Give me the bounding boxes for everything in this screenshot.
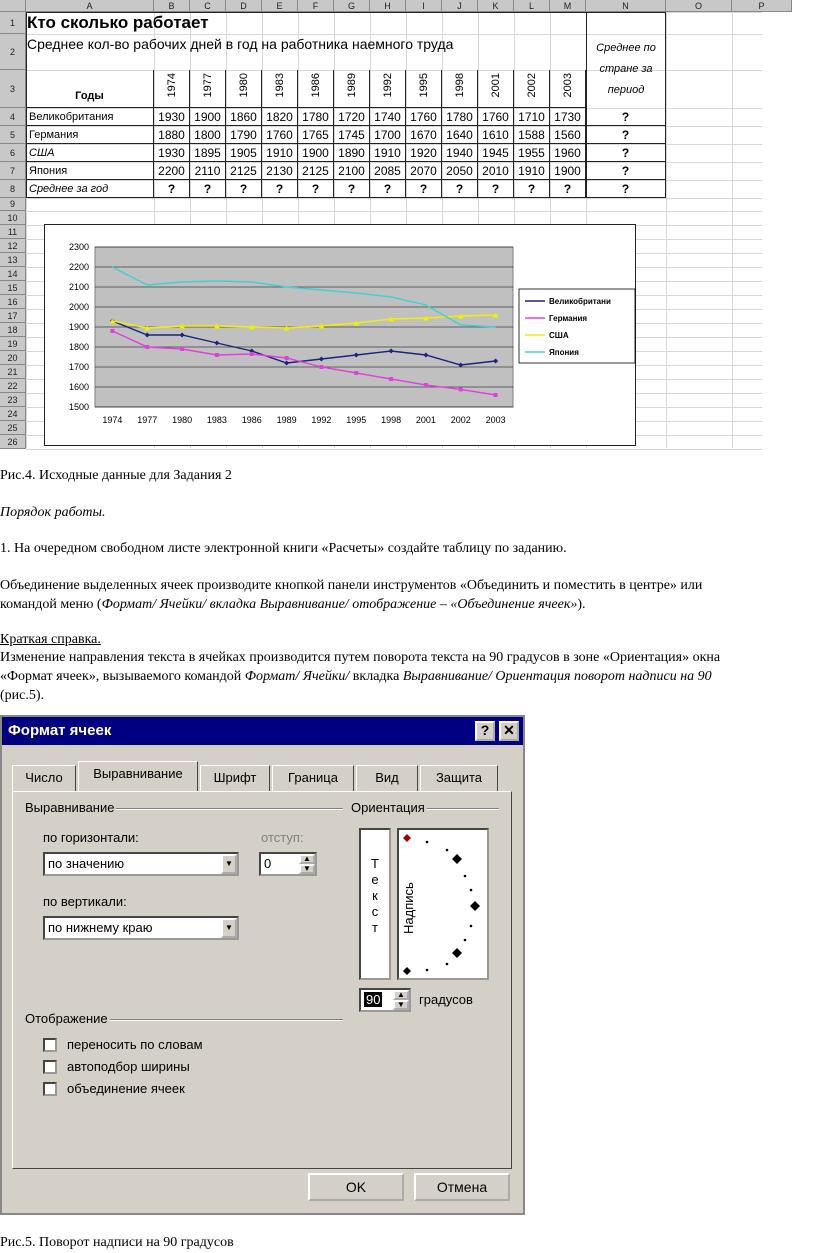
- column-header[interactable]: F: [298, 0, 334, 12]
- x-tick-label: 1986: [241, 415, 262, 425]
- value-cell: 1945: [478, 144, 514, 162]
- value-cell: 2085: [370, 162, 406, 180]
- vertical-text-orientation[interactable]: [359, 828, 391, 980]
- value-cell: 1880: [154, 126, 190, 144]
- row-header[interactable]: 13: [0, 253, 26, 267]
- value-cell: 1670: [406, 126, 442, 144]
- vertical-text-letter: с: [371, 904, 379, 919]
- value-cell: 1760: [262, 126, 298, 144]
- x-tick-label: 2002: [450, 415, 471, 425]
- row-header[interactable]: 26: [0, 435, 26, 449]
- avg-row-value: ?: [406, 180, 442, 198]
- horizontal-label: по горизонтали:: [43, 830, 139, 845]
- column-header[interactable]: J: [442, 0, 478, 12]
- reference-line-1: Изменение направления текста в ячейках производится путем поворота текста на 90 градусов в зоне «Ориентация» окна: [0, 650, 721, 665]
- data-point: [215, 353, 219, 357]
- row-header[interactable]: 15: [0, 281, 26, 295]
- country-name: Великобритания: [26, 108, 154, 126]
- avg-row-label: Среднее за год: [26, 180, 154, 198]
- value-cell: 1790: [226, 126, 262, 144]
- orientation-dial[interactable]: [397, 828, 489, 980]
- wrap-label: переносить по словам: [67, 1037, 203, 1052]
- avg-row-value: ?: [262, 180, 298, 198]
- x-tick-label: 1995: [346, 415, 367, 425]
- country-average: ?: [586, 126, 666, 144]
- reference-line-3: (рис.5).: [0, 688, 45, 703]
- column-header[interactable]: P: [732, 0, 792, 12]
- legend-label: США: [549, 331, 569, 340]
- legend-label: Япония: [549, 348, 579, 357]
- value-cell: 1930: [154, 144, 190, 162]
- legend-label: Германия: [549, 314, 588, 323]
- degrees-value: 90: [366, 992, 381, 1007]
- y-tick-label: 2000: [68, 302, 89, 312]
- column-header[interactable]: K: [478, 0, 514, 12]
- orientation-dial-svg: [399, 830, 487, 978]
- row-header[interactable]: 14: [0, 267, 26, 281]
- row-header[interactable]: 20: [0, 351, 26, 365]
- avg-row-value: ?: [154, 180, 190, 198]
- avg-row-value: ?: [190, 180, 226, 198]
- years-header: Годы: [26, 70, 154, 108]
- row-header[interactable]: 23: [0, 393, 26, 407]
- x-tick-label: 1980: [172, 415, 193, 425]
- year-header-cell: [190, 70, 226, 108]
- value-cell: 1760: [406, 108, 442, 126]
- country-average: ?: [586, 144, 666, 162]
- horizontal-value: по значению: [48, 856, 125, 871]
- avg-row-value: ?: [478, 180, 514, 198]
- legend-label: Великобритани: [549, 297, 611, 306]
- spin-up-icon[interactable]: ▲: [299, 854, 315, 864]
- value-cell: 1640: [442, 126, 478, 144]
- gridline-vertical: [732, 12, 733, 448]
- value-cell: 1910: [262, 144, 298, 162]
- y-tick-label: 1500: [68, 402, 89, 412]
- value-cell: 1765: [298, 126, 334, 144]
- x-tick-label: 1974: [102, 415, 123, 425]
- y-tick-label: 1700: [68, 362, 89, 372]
- row-header[interactable]: 17: [0, 309, 26, 323]
- year-header-cell: [334, 70, 370, 108]
- country-name: США: [26, 144, 154, 162]
- vertical-select[interactable]: [43, 916, 239, 940]
- value-cell: 2130: [262, 162, 298, 180]
- figure-5-caption: Рис.5. Поворот надписи на 90 градусов: [0, 1235, 234, 1250]
- gridline-vertical: [666, 12, 667, 448]
- tab-5[interactable]: Вид: [356, 765, 418, 791]
- year-label: 1980: [237, 73, 250, 98]
- y-tick-label: 2100: [68, 282, 89, 292]
- country-name: Япония: [26, 162, 154, 180]
- row-header[interactable]: 8: [0, 180, 26, 198]
- row-header[interactable]: 11: [0, 225, 26, 239]
- row-header[interactable]: 16: [0, 295, 26, 309]
- horizontal-select[interactable]: [43, 852, 239, 876]
- vertical-value: по нижнему краю: [48, 920, 153, 935]
- dialog-title-bar: [2, 717, 523, 745]
- row-header[interactable]: 7: [0, 162, 26, 180]
- row-header[interactable]: 12: [0, 239, 26, 253]
- avg-row-value: ?: [334, 180, 370, 198]
- column-header[interactable]: C: [190, 0, 226, 12]
- value-cell: 2010: [478, 162, 514, 180]
- y-tick-label: 1600: [68, 382, 89, 392]
- row-header[interactable]: 9: [0, 198, 26, 211]
- column-header[interactable]: M: [550, 0, 586, 12]
- data-point: [389, 377, 393, 381]
- year-header-cell: [406, 70, 442, 108]
- value-cell: 2050: [442, 162, 478, 180]
- spin-down-icon[interactable]: ▼: [393, 1000, 409, 1010]
- merge-text-a: командой меню (: [0, 597, 102, 612]
- avg-row-value: ?: [550, 180, 586, 198]
- y-tick-label: 1800: [68, 342, 89, 352]
- y-tick-label: 1900: [68, 322, 89, 332]
- year-label: 1974: [165, 73, 178, 98]
- value-cell: 1910: [514, 162, 550, 180]
- column-header[interactable]: I: [406, 0, 442, 12]
- tab-3[interactable]: Шрифт: [200, 765, 270, 791]
- tab-6[interactable]: Защита: [420, 765, 498, 791]
- data-point: [459, 387, 463, 391]
- avg-row-value: ?: [514, 180, 550, 198]
- year-label: 2001: [489, 73, 502, 98]
- value-cell: 1800: [190, 126, 226, 144]
- close-button[interactable]: ✕: [499, 721, 519, 741]
- value-cell: 1760: [478, 108, 514, 126]
- value-cell: 1780: [298, 108, 334, 126]
- year-header-cell: [478, 70, 514, 108]
- help-button[interactable]: ?: [475, 721, 495, 741]
- gridline-horizontal: [26, 449, 762, 450]
- value-cell: 1895: [190, 144, 226, 162]
- year-header-cell: [226, 70, 262, 108]
- select-all-corner[interactable]: [0, 0, 26, 12]
- row-header[interactable]: 19: [0, 337, 26, 351]
- value-cell: 1745: [334, 126, 370, 144]
- gridline-horizontal: [26, 198, 762, 199]
- value-cell: 1740: [370, 108, 406, 126]
- column-header[interactable]: L: [514, 0, 550, 12]
- indent-value: 0: [264, 856, 272, 871]
- row-header[interactable]: 6: [0, 144, 26, 162]
- avg-header: Среднее по стране за период: [596, 42, 656, 96]
- indent-stepper[interactable]: [259, 852, 317, 876]
- ref-text-a: «Формат ячеек», вызываемого командой: [0, 669, 245, 684]
- tab-4[interactable]: Граница: [272, 765, 354, 791]
- data-point: [285, 356, 289, 360]
- data-point: [145, 345, 149, 349]
- value-cell: 1860: [226, 108, 262, 126]
- row-header[interactable]: 21: [0, 365, 26, 379]
- data-point: [354, 371, 358, 375]
- chart-svg: [45, 225, 635, 445]
- row-header[interactable]: 5: [0, 126, 26, 144]
- value-cell: 1820: [262, 108, 298, 126]
- column-header[interactable]: O: [666, 0, 732, 12]
- row-header[interactable]: 10: [0, 211, 26, 225]
- spin-down-icon[interactable]: ▼: [299, 864, 315, 874]
- avg-row-value: ?: [370, 180, 406, 198]
- step-1: 1. На очередном свободном листе электронной книги «Расчеты» создайте таблицу по заданию.: [0, 541, 567, 556]
- avg-row-value: ?: [298, 180, 334, 198]
- spreadsheet: [0, 0, 765, 448]
- column-header[interactable]: N: [586, 0, 666, 12]
- value-cell: 1900: [550, 162, 586, 180]
- value-cell: 1730: [550, 108, 586, 126]
- row-header[interactable]: 25: [0, 421, 26, 435]
- avg-row-total: ?: [586, 180, 666, 198]
- year-label: 2003: [561, 73, 574, 98]
- alignment-panel: [12, 791, 512, 1169]
- value-cell: 1588: [514, 126, 550, 144]
- degrees-stepper[interactable]: [359, 988, 411, 1012]
- vertical-text-letter: к: [372, 888, 378, 903]
- column-header[interactable]: G: [334, 0, 370, 12]
- country-average: ?: [586, 162, 666, 180]
- line-chart: [44, 224, 636, 446]
- degrees-label: градусов: [419, 992, 473, 1007]
- data-point: [180, 347, 184, 351]
- value-cell: 2125: [226, 162, 262, 180]
- merge-text-c: ).: [577, 597, 586, 612]
- value-cell: 1700: [370, 126, 406, 144]
- value-cell: 1710: [514, 108, 550, 126]
- data-point: [110, 329, 114, 333]
- merge-checkbox[interactable]: [43, 1082, 57, 1096]
- gridline-horizontal: [26, 211, 762, 212]
- data-point: [319, 365, 323, 369]
- y-tick-label: 2200: [68, 262, 89, 272]
- indent-label: отступ:: [261, 830, 304, 845]
- ref-text-d: Выравнивание/ Ориентация поворот надписи на 90: [402, 669, 712, 684]
- ok-button[interactable]: OK: [308, 1173, 404, 1201]
- year-header-cell: [550, 70, 586, 108]
- vertical-label: по вертикали:: [43, 894, 127, 909]
- autofit-label: автоподбор ширины: [67, 1059, 190, 1074]
- procedure-heading: Порядок работы.: [0, 505, 106, 520]
- year-label: 1992: [381, 73, 394, 98]
- value-cell: 1920: [406, 144, 442, 162]
- year-label: 1986: [309, 73, 322, 98]
- x-tick-label: 1998: [381, 415, 402, 425]
- sheet-title: Кто сколько работает: [27, 13, 209, 32]
- value-cell: 2100: [334, 162, 370, 180]
- year-header-cell: [262, 70, 298, 108]
- cancel-button[interactable]: Отмена: [414, 1173, 510, 1201]
- year-label: 1998: [453, 73, 466, 98]
- row-header[interactable]: 1: [0, 12, 26, 34]
- autofit-checkbox[interactable]: [43, 1060, 57, 1074]
- chevron-down-icon[interactable]: ▼: [221, 918, 237, 938]
- vertical-text-letter: Т: [371, 856, 379, 871]
- country-name: Германия: [26, 126, 154, 144]
- row-header[interactable]: 24: [0, 407, 26, 421]
- year-header-cell: [514, 70, 550, 108]
- dialog-title: Формат ячеек: [8, 722, 112, 739]
- data-point: [494, 393, 498, 397]
- merge-text-b: Формат/ Ячейки/ вкладка Выравнивание/ отображение – «Объединение ячеек»: [101, 597, 578, 612]
- value-cell: 1910: [370, 144, 406, 162]
- x-tick-label: 1983: [206, 415, 227, 425]
- tab-2[interactable]: Выравнивание: [78, 761, 198, 791]
- format-cells-dialog: [0, 715, 525, 1215]
- column-header[interactable]: E: [262, 0, 298, 12]
- reference-line-2: [0, 667, 816, 687]
- row-header[interactable]: 3: [0, 70, 26, 108]
- row-header[interactable]: 4: [0, 108, 26, 126]
- ref-text-c: вкладка: [349, 669, 403, 684]
- value-cell: 2070: [406, 162, 442, 180]
- x-tick-label: 1989: [276, 415, 297, 425]
- data-point: [250, 352, 254, 356]
- value-cell: 1960: [550, 144, 586, 162]
- value-cell: 1720: [334, 108, 370, 126]
- vertical-text-letter: т: [372, 920, 378, 935]
- chevron-down-icon[interactable]: ▼: [221, 854, 237, 874]
- orientation-label: Надпись: [401, 882, 416, 934]
- value-cell: 1955: [514, 144, 550, 162]
- tab-1[interactable]: Число: [12, 765, 76, 791]
- row-header[interactable]: 18: [0, 323, 26, 337]
- y-tick-label: 2300: [68, 242, 89, 252]
- column-header[interactable]: B: [154, 0, 190, 12]
- value-cell: 1610: [478, 126, 514, 144]
- data-point: [424, 383, 428, 387]
- column-header[interactable]: A: [26, 0, 154, 12]
- value-cell: 2110: [190, 162, 226, 180]
- ref-text-b: Формат/ Ячейки/: [244, 669, 350, 684]
- value-cell: 1560: [550, 126, 586, 144]
- wrap-checkbox[interactable]: [43, 1038, 57, 1052]
- value-cell: 1780: [442, 108, 478, 126]
- vertical-text-letter: е: [371, 872, 379, 887]
- x-tick-label: 1977: [137, 415, 158, 425]
- display-group-label: Отображение: [25, 1011, 108, 1026]
- row-header[interactable]: 2: [0, 34, 26, 70]
- orient-group-label: Ориентация: [351, 800, 425, 815]
- merge-instruction-line-1: Объединение выделенных ячеек производите кнопкой панели инструментов «Объединить и поместить в центре» или: [0, 578, 703, 593]
- merge-label: объединение ячеек: [67, 1081, 185, 1096]
- figure-4-caption: Рис.4. Исходные данные для Задания 2: [0, 468, 232, 483]
- value-cell: 1940: [442, 144, 478, 162]
- x-tick-label: 2003: [485, 415, 506, 425]
- year-label: 1989: [345, 73, 358, 98]
- x-tick-label: 1992: [311, 415, 332, 425]
- value-cell: 1905: [226, 144, 262, 162]
- row-header[interactable]: 22: [0, 379, 26, 393]
- reference-title: Краткая справка.: [0, 632, 101, 647]
- column-header[interactable]: H: [370, 0, 406, 12]
- column-header[interactable]: D: [226, 0, 262, 12]
- year-label: 1977: [201, 73, 214, 98]
- year-header-cell: [154, 70, 190, 108]
- spin-up-icon[interactable]: ▲: [393, 990, 409, 1000]
- value-cell: 2125: [298, 162, 334, 180]
- year-header-cell: [370, 70, 406, 108]
- sheet-subtitle: Среднее кол-во рабочих дней в год на работника наемного труда: [27, 36, 454, 52]
- year-label: 1983: [273, 73, 286, 98]
- value-cell: 1930: [154, 108, 190, 126]
- value-cell: 1900: [190, 108, 226, 126]
- year-header-cell: [442, 70, 478, 108]
- year-label: 1995: [417, 73, 430, 98]
- value-cell: 2200: [154, 162, 190, 180]
- avg-row-value: ?: [226, 180, 262, 198]
- country-average: ?: [586, 108, 666, 126]
- x-tick-label: 2001: [415, 415, 436, 425]
- avg-row-value: ?: [442, 180, 478, 198]
- year-label: 2002: [525, 73, 538, 98]
- merge-instruction-line-2: [0, 595, 816, 615]
- value-cell: 1900: [298, 144, 334, 162]
- year-header-cell: [298, 70, 334, 108]
- align-group-label: Выравнивание: [25, 800, 115, 815]
- value-cell: 1890: [334, 144, 370, 162]
